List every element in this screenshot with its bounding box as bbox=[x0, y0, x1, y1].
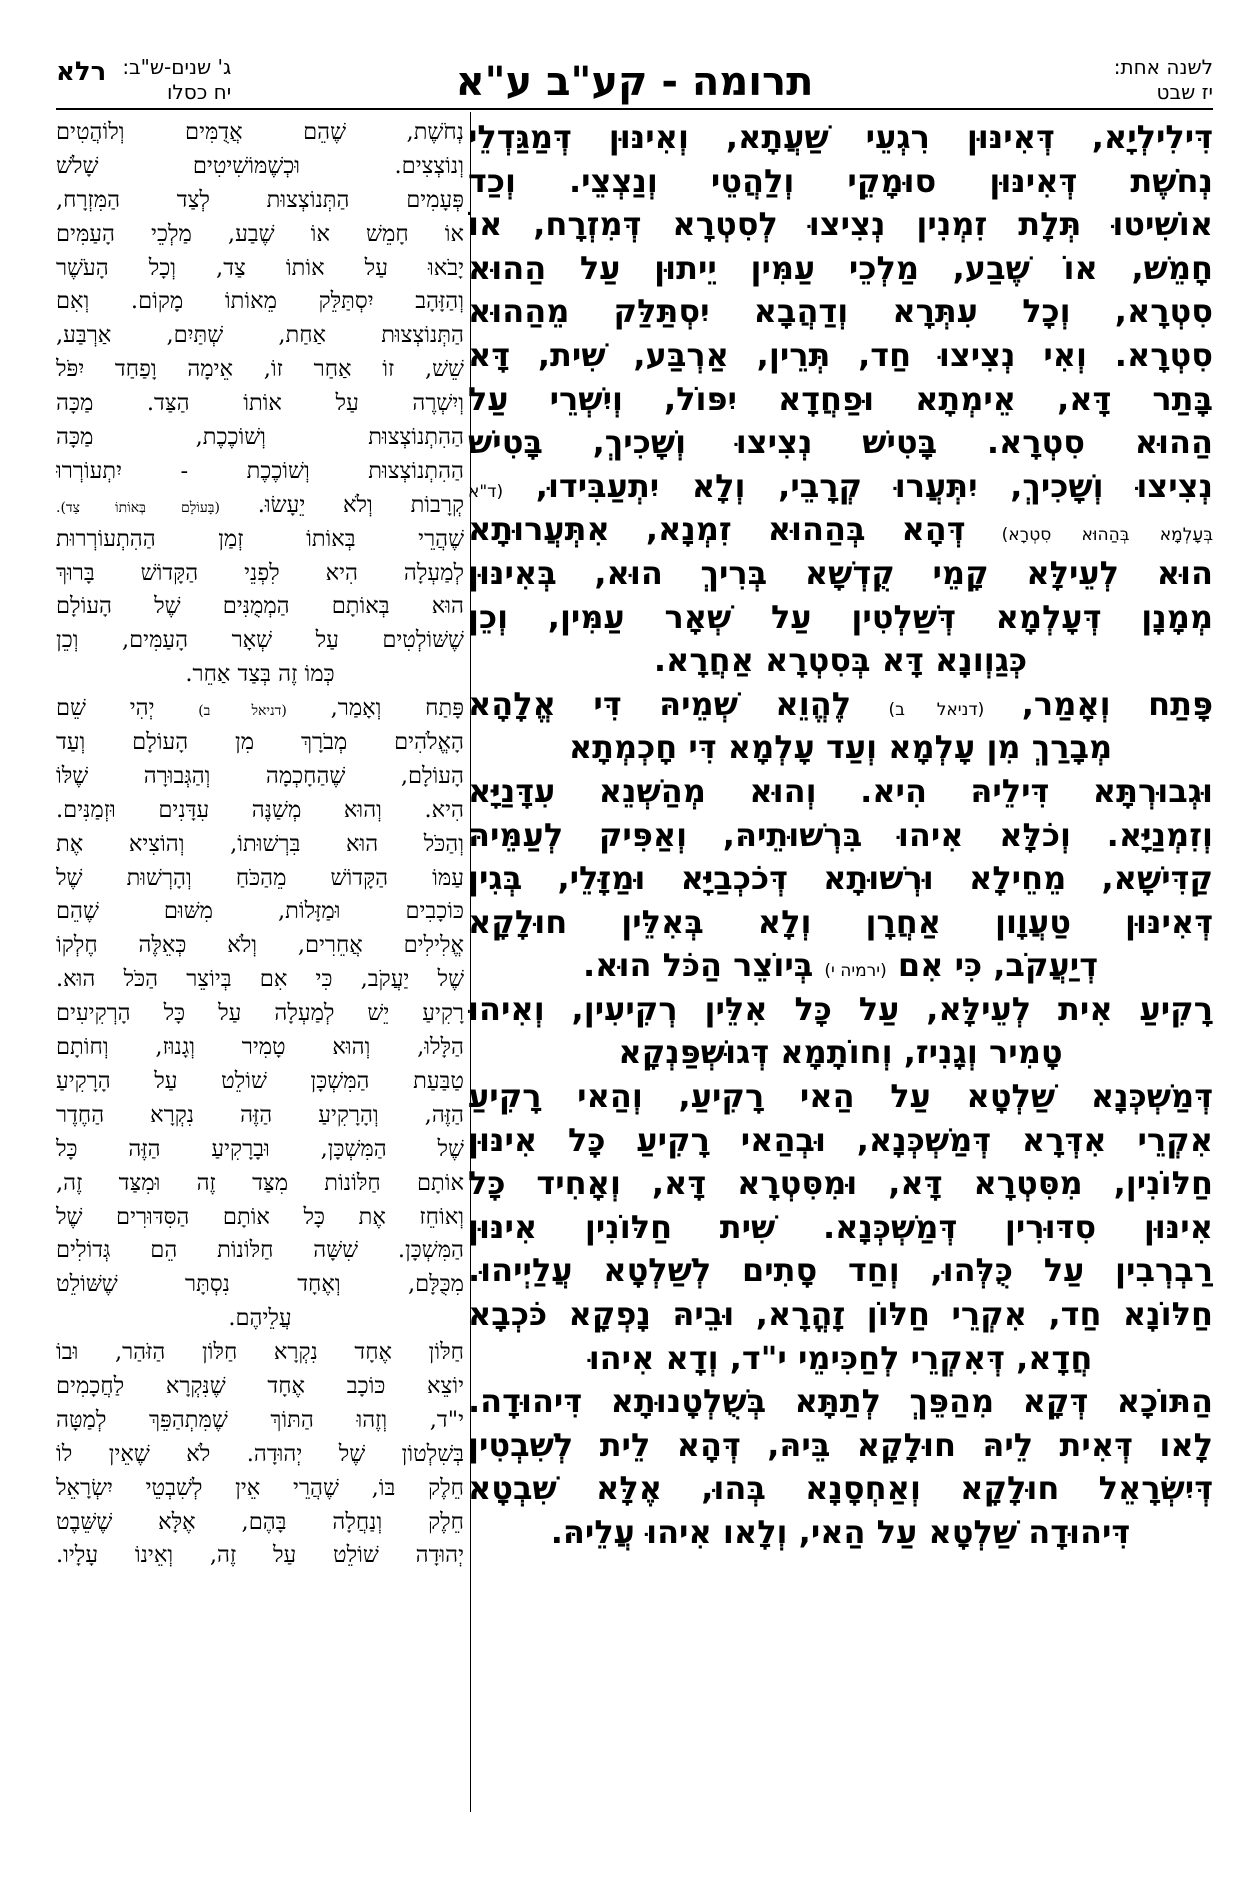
translation-line-text: וְאוֹחֵז אֶת כָּל אוֹתָם הַסִּדּוּרִים שֶׁל bbox=[56, 1203, 464, 1230]
translation-line-text: כְּמוֹ זֶה בְּצַד אַחֵר. bbox=[185, 661, 335, 688]
main-line bbox=[468, 116, 1213, 160]
page-header bbox=[56, 55, 1213, 105]
translation-line bbox=[56, 387, 464, 421]
translation-line-text: לְמַעְלָה הִיא לִפְנֵי הַקָּדוֹשׁ בָּרוּךְ bbox=[56, 559, 464, 586]
translation-line-text: יוֹצֵא כּוֹכָב אֶחָד שֶׁנִּקְרָא לַחֲכָמִים bbox=[56, 1372, 464, 1399]
translation-line bbox=[56, 1133, 464, 1167]
main-line bbox=[468, 901, 1213, 945]
main-line bbox=[468, 160, 1213, 204]
header-rule bbox=[56, 108, 1213, 110]
header-left-line1: ג' שנים-ש"ב: bbox=[122, 55, 232, 79]
translation-line-text: יָבֹאוּ עַל אוֹתוֹ צַד, וְכָל הָעֹשֶׁר bbox=[56, 254, 464, 281]
main-line-text: חַלּוֹנָא חַד, אִקְרֵי חַלּוֹן זָהֳרָא, וּבֵיהּ נָפְקָא כֹּכְבָא bbox=[468, 1295, 1213, 1334]
main-line bbox=[468, 552, 1213, 596]
translation-line bbox=[56, 624, 464, 658]
translation-line-text: הָאֱלֹהִים מְבֹרָךְ מִן הָעוֹלָם וְעַד bbox=[56, 729, 464, 756]
translation-line-text: שֶׁל יַעֲקֹב, כִּי אִם בְּיוֹצֵר הַכֹּל הוּא. bbox=[56, 966, 464, 993]
translation-line-text: קְרָבוֹת וְלֹא יֵעָשׂוּ. bbox=[257, 491, 464, 518]
translation-line-text: אוֹ חָמֵשׁ אוֹ שֶׁבַע, מַלְכֵי הָעַמִּים bbox=[56, 220, 464, 247]
folio-number: רלא bbox=[56, 57, 107, 87]
main-line-text: חָמֵשׁ, אוֹ שֶׁבַע, מַלְכֵי עַמִּין יֵיתוּן עַל הַהוּא bbox=[468, 248, 1213, 287]
main-line-text: מְבָרַךְ מִן עָלְמָא וְעַד עָלְמָא דִּי חָכְמְתָא bbox=[568, 728, 1113, 767]
header-left-block bbox=[56, 55, 231, 105]
main-line-text: טָמִיר וְגָנִיז, וְחוֹתָמָא דְּגוּשְׁפַּנְקָא bbox=[618, 1033, 1063, 1072]
main-line-text: סִטְרָא, וְכָל עִתְּרָא וְדַהֲבָא יִסְתַּלַּק מֵהַהוּא bbox=[468, 292, 1213, 331]
main-line-text: כְּגַוְונָא דָּא בְּסִטְרָא אַחֲרָא. bbox=[653, 641, 1028, 680]
translation-line-text: כּוֹכָבִים וּמַזָּלוֹת, מִשּׁוּם שֶׁהֵם bbox=[56, 898, 464, 925]
translation-line-text: אֱלִילִים אֲחֵרִים, וְלֹא כְּאֵלֶּה חֶלְקוֹ bbox=[56, 932, 464, 959]
translation-line-text: שֶׁשּׁוֹלְטִים עַל שְׁאָר הָעַמִּים, וְכֵן bbox=[56, 627, 464, 654]
translation-line bbox=[56, 557, 464, 591]
translation-line-text: נְחֹשֶׁת, שֶׁהֵם אֲדֻמִּים וְלוֹהֲטִים bbox=[56, 119, 464, 145]
translation-line-text: שֶׁל הַמִּשְׁכָּן, וּבָרָקִיעַ הַזֶּה כָּל bbox=[56, 1135, 464, 1162]
translation-line bbox=[56, 692, 464, 726]
source-reference: בְּעָלְמָא בְּהַהוּא סִטְרָא) bbox=[1001, 525, 1213, 546]
main-line bbox=[468, 508, 1213, 552]
translation-line-text: הָעוֹלָם, שֶׁהַחָכְמָה וְהַגְּבוּרָה שֶׁלּוֹ bbox=[56, 762, 464, 789]
main-line bbox=[468, 421, 1213, 465]
main-line-text: מְמָנָן דְּעָלְמָא דְּשַׁלְטִין עַל שְׁאָר עַמִּין, וְכֵן bbox=[468, 597, 1213, 636]
main-line-text: סִטְרָא. וְאִי נְצִיצוּ חַד, תְּרֵין, אַרְבַּע, שִׁית, דָּא bbox=[468, 335, 1213, 374]
translation-line-text-part: יְהִי שֵׁם bbox=[56, 695, 199, 722]
translation-line-text: הַלָּלוּ, וְהוּא טָמִיר וְגָנוּז, וְחוֹתָם bbox=[56, 1034, 464, 1061]
main-line-text: רָקִיעַ אִית לְעֵילָּא, עַל כָּל אִלֵּין רְקִיעִין, וְאִיהוּ bbox=[468, 989, 1213, 1028]
translation-line bbox=[56, 150, 464, 184]
main-line bbox=[468, 290, 1213, 334]
translation-line bbox=[56, 658, 464, 692]
translation-line-text: וְיִשְׁרֶה עַל אוֹתוֹ הַצַּד. מַכָּה bbox=[56, 390, 464, 417]
main-line-text: דְּהָא בְּהַהוּא זִמְנָא, אִתְּעֲרוּתָא bbox=[468, 510, 966, 549]
header-left-line2: יח כסלו bbox=[166, 80, 232, 104]
translation-line bbox=[56, 997, 464, 1031]
translation-column bbox=[56, 116, 464, 1573]
translation-line bbox=[56, 1438, 464, 1472]
main-line bbox=[468, 465, 1213, 509]
main-line bbox=[468, 1031, 1213, 1075]
main-line-text: רַבְרְבִין עַל כֻּלְּהוּ, וְחַד סָתִים לְשַׁלְטָא עֲלַיְיהוּ. bbox=[468, 1251, 1213, 1290]
source-reference: (בָּעוֹלָם בְּאוֹתוֹ צַד). bbox=[56, 499, 220, 516]
main-line-text: דִּיהוּדָה שַׁלְטָא עַל הַאי, וְלָאו אִיהוּ עֲלֵיהּ. bbox=[550, 1513, 1131, 1551]
translation-line-text: שֶׁהֲרֵי בְּאוֹתוֹ זְמַן הַהִתְעוֹרְרוּת bbox=[56, 525, 464, 552]
translation-line bbox=[56, 963, 464, 997]
translation-line-text: הוּא בְּאוֹתָם הַמְמֻנִּים שֶׁל הָעוֹלָם bbox=[56, 593, 464, 620]
translation-line bbox=[56, 760, 464, 794]
translation-line-text: הַמִּשְׁכָּן. שִׁשָּׁה חַלּוֹנוֹת הֵם גְּדוֹלִים bbox=[56, 1237, 464, 1264]
source-reference: (דניאל ב) bbox=[198, 703, 287, 720]
main-line-text: הוּא לְעֵילָּא קָמֵי קֻדְשָׁא בְּרִיךְ הוּא, בְּאִינּוּן bbox=[468, 553, 1213, 592]
translation-line-text: י"ד, וְזֶהוּ הַתּוֹךְ שֶׁמִּתְהַפֵּךְ לְמַטָּה bbox=[56, 1406, 464, 1433]
main-line-text: דִּילִילְיָא, דְּאִינּוּן רִגְעֵי שַׁעֲתָא, וְאִינּוּן דְּמַגַּדְלֵי bbox=[468, 118, 1213, 156]
main-line bbox=[468, 639, 1213, 683]
main-line bbox=[468, 596, 1213, 640]
main-line bbox=[468, 726, 1213, 770]
main-line-text: בָּתַר דָּא, אֵימְתָא וּפַחֲדָא יִפּוֹל, וְיִשְׁרֵי עַל bbox=[468, 379, 1213, 418]
translation-line bbox=[56, 285, 464, 319]
main-line-text: קַדִּישָׁא, מֵחֵילָא וּרְשׁוּתָא דְּכֹכְבַיָּא וּמַזָּלֵי, בְּגִין bbox=[468, 859, 1213, 898]
translation-line bbox=[56, 929, 464, 963]
translation-line bbox=[56, 1506, 464, 1540]
main-line-text: הַהוּא סִטְרָא. בָּטִישׁ נְצִיצוּ וְשָׁכִיךְ, בָּטִישׁ bbox=[468, 423, 1213, 462]
main-line-text: דְּמַשְׁכְּנָא שַׁלְטָא עַל הַאי רָקִיעַ, וְהַאי רָקִיעַ bbox=[468, 1077, 1213, 1116]
source-reference: (ד"א bbox=[468, 481, 504, 502]
main-line-text: אִינּוּן סִדּוּרִין דְּמַשְׁכְּנָא. שִׁית חַלּוֹנִין אִינּוּן bbox=[468, 1207, 1213, 1246]
main-line bbox=[468, 1511, 1213, 1555]
main-line-text-part: פָּתַח וְאָמַר, bbox=[984, 684, 1213, 723]
source-reference: (דניאל ב) bbox=[888, 699, 985, 720]
main-line-text: אוֹשִׁיטוּ תְּלָת זִמְנִין נְצִיצוּ לְסִטְרָא דְּמִזְרָח, אוֹ bbox=[468, 205, 1213, 244]
translation-line bbox=[56, 1404, 464, 1438]
main-line bbox=[468, 988, 1213, 1032]
main-line bbox=[468, 1249, 1213, 1293]
translation-line-text: חַלּוֹן אֶחָד נִקְרָא חַלּוֹן הַזֹּהַר, וּבוֹ bbox=[56, 1339, 464, 1366]
translation-line-text: אוֹתָם חַלּוֹנוֹת מִצַּד זֶה וּמִצַּד זֶה, bbox=[56, 1169, 464, 1196]
main-line bbox=[468, 1119, 1213, 1163]
page-title: תרומה - קע"ב ע"א bbox=[455, 59, 814, 105]
translation-line bbox=[56, 1370, 464, 1404]
main-line-text: וּגְבוּרְתָּא דִּילֵיהּ הִיא. וְהוּא מְהַשְׁנֵא עִדָּנַיָּא bbox=[468, 771, 1213, 810]
translation-line bbox=[56, 455, 464, 489]
main-line-text: דְּיִשְׂרָאֵל חוּלָקָא וְאַחְסָנָא בְּהוּ, אֶלָּא שִׁבְטָא bbox=[468, 1469, 1213, 1508]
main-line bbox=[468, 683, 1213, 727]
translation-line-text: בְּשִׁלְטוֹן שֶׁל יְהוּדָה. לֹא שֶׁאֵין לוֹ bbox=[56, 1440, 464, 1467]
translation-line bbox=[56, 523, 464, 557]
main-line-text: חֲדָא, דְּאִקְרֵי לְחַכִּימֵי י"ד, וְדָא אִיהוּ bbox=[588, 1338, 1093, 1377]
main-line bbox=[468, 1293, 1213, 1337]
main-line-text: דְּאִינּוּן טַעֲוָון אַחֲרָן וְלָא בְּאִלֵּין חוּלָקָא bbox=[468, 902, 1213, 941]
main-line-text-part: דְיַעֲקֹב, כִּי אִם bbox=[886, 946, 1098, 985]
translation-line-text: הִיא. וְהוּא מְשַׁנֶּה עִדָּנִים וּזְמַנִּים. bbox=[56, 796, 464, 823]
translation-line-text: הַהִתְנוֹצְצוּת וְשׁוֹכֶכֶת, מַכָּה bbox=[56, 424, 464, 451]
translation-line bbox=[56, 1302, 464, 1336]
translation-line-text: עַמּוֹ הַקָּדוֹשׁ מֵהַכֹּחַ וְהָרְשׁוּת שֶׁל bbox=[56, 864, 464, 891]
main-line bbox=[468, 814, 1213, 858]
translation-line bbox=[56, 828, 464, 862]
translation-line-text: חֵלֶק וְנַחֲלָה בָּהֶם, אֶלָּא שֶׁשֵּׁבֶט bbox=[56, 1508, 464, 1535]
main-line bbox=[468, 1380, 1213, 1424]
translation-line-text: הַזֶּה, וְהָרָקִיעַ הַזֶּה נִקְרָא הַחֶדֶר bbox=[56, 1101, 464, 1128]
translation-line bbox=[56, 1099, 464, 1133]
main-aramaic-column bbox=[468, 116, 1213, 1555]
translation-line bbox=[56, 1201, 464, 1235]
translation-line bbox=[56, 590, 464, 624]
main-line-text: נְצִיצוּ וְשָׁכִיךְ, יִתְּעֲרוּ קְרָבֵי, וְלָא יִתְעַבִּידוּ, bbox=[535, 466, 1213, 505]
translation-line-text: רָקִיעַ יֵשׁ לְמַעְלָה עַל כָּל הָרְקִיעִים bbox=[56, 1000, 464, 1027]
main-line bbox=[468, 1206, 1213, 1250]
translation-line bbox=[56, 353, 464, 387]
main-line bbox=[468, 1162, 1213, 1206]
translation-line bbox=[56, 218, 464, 252]
main-line-text: הַתּוֹכָא דְּקָא מִהַפֵּךְ לְתַתָּא בְּשֻׁלְטָנוּתָא דִּיהוּדָה. bbox=[468, 1382, 1213, 1421]
translation-line bbox=[56, 1167, 464, 1201]
translation-line-text: הַתְּנוֹצְצוּת אַחַת, שְׁתַּיִם, אַרְבַּע, bbox=[56, 322, 464, 349]
main-line bbox=[468, 1467, 1213, 1511]
main-line bbox=[468, 1337, 1213, 1381]
translation-line bbox=[56, 1336, 464, 1370]
translation-line-text: וְנוֹצְצִים. וּכְשֶׁמּוֹשִׁיטִים שָׁלֹשׁ bbox=[56, 152, 464, 179]
translation-line-text: חֵלֶק בּוֹ, שֶׁהֲרֵי אֵין לְשִׁבְטֵי יִשְׂרָאֵל bbox=[56, 1474, 464, 1501]
translation-line bbox=[56, 319, 464, 353]
header-right-line2: יז שבט bbox=[1156, 80, 1213, 104]
translation-line bbox=[56, 1031, 464, 1065]
translation-line-text: יְהוּדָה שׁוֹלֵט עַל זֶה, וְאֵינוֹ עָלָיו. bbox=[56, 1542, 464, 1569]
translation-line-text-part: פָּתַח וְאָמַר, bbox=[286, 695, 464, 722]
translation-line bbox=[56, 726, 464, 760]
translation-line-text: שֵׁשׁ, זוֹ אַחַר זוֹ, אֵימָה וָפַחַד יִפֹּל bbox=[56, 356, 464, 383]
main-line-text: וְזִמְנַיָּא. וְכֹלָּא אִיהוּ בִּרְשׁוּתֵיהּ, וְאַפִּיק לְעַמֵּיהּ bbox=[468, 815, 1213, 854]
main-line bbox=[468, 203, 1213, 247]
main-line-text: חַלּוֹנִין, מִסִּטְרָא דָּא, וּמִסִּטְרָא דָּא, וְאָחִיד כָּל bbox=[468, 1164, 1213, 1203]
translation-line-text: עֲלֵיהֶם. bbox=[228, 1305, 292, 1332]
translation-line bbox=[56, 1234, 464, 1268]
main-line-text-part: לֶהֱוֵא שְׁמֵיהּ דִּי אֱלָהָא bbox=[468, 684, 889, 723]
translation-line-text: מִכֻּלָּם, וְאֶחָד נִסְתָּר שֶׁשּׁוֹלֵט bbox=[56, 1271, 464, 1298]
main-line bbox=[468, 1075, 1213, 1119]
translation-line bbox=[56, 794, 464, 828]
translation-line bbox=[56, 1539, 464, 1573]
main-line-text: לָאו דְּאִית לֵיהּ חוּלָקָא בֵּיהּ, דְּהָא לֵית לְשִׁבְטִין bbox=[468, 1425, 1213, 1464]
translation-line bbox=[56, 489, 464, 523]
source-reference: (ירמיה י) bbox=[824, 961, 887, 982]
translation-line bbox=[56, 252, 464, 286]
translation-line bbox=[56, 116, 464, 150]
main-line bbox=[468, 857, 1213, 901]
translation-line bbox=[56, 1472, 464, 1506]
translation-line-text: פְּעָמִים הַתְּנוֹצְצוּת לְצַד הַמִּזְרָח, bbox=[56, 186, 464, 213]
translation-line-text: וְהַכֹּל הוּא בִּרְשׁוּתוֹ, וְהוֹצִיא אֶת bbox=[56, 830, 464, 857]
main-line-text: נְחֹשֶׁת דְּאִינּוּן סוּמָקֵי וְלַהֲטֵי וְנַצְצֵי. וְכַד bbox=[468, 161, 1213, 200]
main-line bbox=[468, 1424, 1213, 1468]
translation-line bbox=[56, 421, 464, 455]
main-line-text: אִקְרֵי אִדְּרָא דְּמַשְׁכְּנָא, וּבְהַאי רָקִיעַ כָּל אִינּוּן bbox=[468, 1120, 1213, 1159]
main-line bbox=[468, 944, 1213, 988]
translation-line bbox=[56, 1065, 464, 1099]
translation-line-text: וְהַזָּהָב יִסְתַּלֵּק מֵאוֹתוֹ מָקוֹם. וְאִם bbox=[56, 288, 464, 315]
translation-line-text: טַבַּעַת הַמִּשְׁכָּן שׁוֹלֵט עַל הָרָקִיעַ bbox=[56, 1067, 464, 1094]
header-left-text bbox=[122, 55, 231, 105]
header-right-line1: לשנה אחת: bbox=[1113, 55, 1213, 79]
main-line bbox=[468, 334, 1213, 378]
translation-line bbox=[56, 1268, 464, 1302]
main-line-text-part: בְּיוֹצֵר הַכֹּל הוּא. bbox=[583, 946, 825, 985]
translation-line bbox=[56, 184, 464, 218]
main-line bbox=[468, 770, 1213, 814]
main-line bbox=[468, 378, 1213, 422]
translation-line-text: הַהִתְנוֹצְצוּת וְשׁוֹכֶכֶת - יִתְעוֹרְרוּ bbox=[56, 457, 464, 484]
main-line bbox=[468, 247, 1213, 291]
translation-line bbox=[56, 895, 464, 929]
translation-line bbox=[56, 862, 464, 896]
